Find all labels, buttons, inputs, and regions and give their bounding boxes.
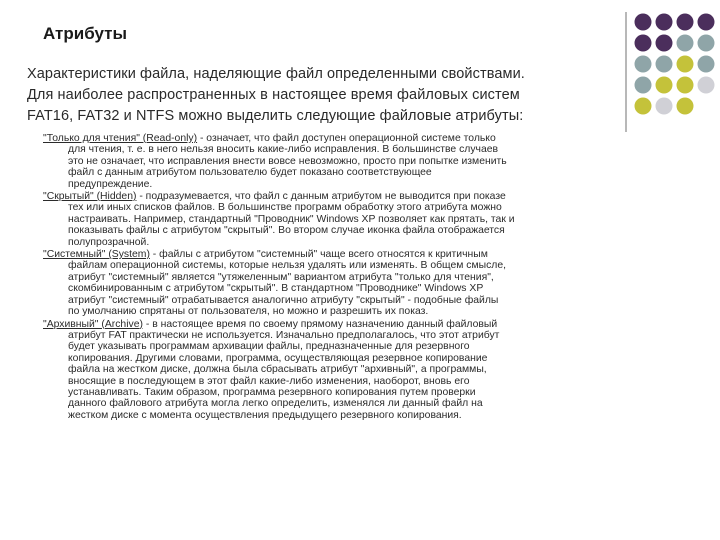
attribute-term: "Архивный" (Archive) xyxy=(43,318,143,330)
intro-line: Для наиболее распространенных в настоящее время файловых систем xyxy=(27,87,520,103)
attribute-text: вносящие в последующем в этот файл какие-либо изменения, наоборот, вновь его xyxy=(68,375,470,387)
attribute-text: по умолчанию спрятаны от пользователя, но можно и разрешить их показ. xyxy=(68,306,429,318)
attribute-text: будет указывать программам архивации файлы, предназначенные для резервного xyxy=(68,341,470,353)
attribute-readonly xyxy=(40,133,668,190)
decorative-dot xyxy=(677,35,694,52)
attribute-list xyxy=(40,133,668,422)
slide-title: Атрибуты xyxy=(43,24,127,43)
decorative-dot xyxy=(656,35,673,52)
dot-grid-graphic xyxy=(633,12,717,137)
attribute-text: тех или иных списков файлов. В большинстве программ обработку этого атрибута можно xyxy=(68,202,502,214)
decorative-dot-grid xyxy=(633,12,717,137)
decorative-dot xyxy=(656,56,673,73)
attribute-text: предупреждение. xyxy=(68,178,153,190)
attribute-term: "Только для чтения" (Read-only) xyxy=(43,133,198,144)
decorative-dot xyxy=(698,14,715,31)
attribute-text: устанавливать. Таким образом, программа резервного копирования путем проверки xyxy=(68,386,476,398)
attribute-text: - файлы с атрибутом "системный" чаще всего относятся к критичным xyxy=(149,249,488,261)
attribute-text: жестком диске с момента осуществления предыдущего резервного копирования. xyxy=(68,409,462,421)
attribute-text: скомбинированным с атрибутом "скрытый". В стандартном "Проводнике" Windows XP xyxy=(68,283,484,295)
decorative-dot xyxy=(656,77,673,94)
attribute-first-line xyxy=(40,133,668,144)
attribute-term: "Скрытый" (Hidden) xyxy=(43,191,137,203)
attribute-text: полупрозрачной. xyxy=(68,236,150,248)
attribute-text: - в настоящее время по своему прямому назначению данный файловый xyxy=(142,318,498,330)
attribute-text: файл с данным атрибутом пользователю будет показано соответствующее xyxy=(68,167,432,179)
decorative-dot xyxy=(677,98,694,115)
decorative-dot xyxy=(635,14,652,31)
attribute-archive xyxy=(40,319,668,422)
attribute-first-line xyxy=(40,319,668,330)
decorative-dot xyxy=(677,77,694,94)
decorative-dot xyxy=(635,56,652,73)
attribute-text: атрибут FAT практически не используется. Изначально предполагалось, что этот атрибут xyxy=(68,329,500,341)
attribute-text: атрибут "системный" является "утяжеленным" вариантом атрибута "только для чтения", xyxy=(68,271,494,283)
attribute-text: для чтения, т. е. в него нельзя вносить какие-либо исправления. В большинстве случаев xyxy=(68,144,499,156)
decorative-dot xyxy=(656,14,673,31)
attribute-text: это не означает, что исправления внести вовсе невозможно, просто при попытке изменить xyxy=(68,155,507,167)
attribute-term: "Системный" (System) xyxy=(43,249,150,261)
divider-line xyxy=(625,12,627,132)
attribute-hidden xyxy=(40,191,668,248)
decorative-dot xyxy=(656,98,673,115)
attribute-text: копирования. Другими словами, программа, осуществляющая резервное копирование xyxy=(68,352,488,364)
attribute-text: - подразумевается, что файл с данным атрибутом не выводится при показе xyxy=(136,191,506,203)
decorative-dot xyxy=(698,56,715,73)
attribute-text: файлам операционной системы, которые нельзя удалять или изменять. В общем смысле, xyxy=(68,260,507,272)
attribute-first-line xyxy=(40,191,668,202)
attribute-text: показывать файлы с атрибутом "скрытый". Во втором случае иконка файла отображается xyxy=(68,225,505,237)
intro-line: Характеристики файла, наделяющие файл определенными свойствами. xyxy=(27,66,525,82)
attribute-text: настраивать. Например, стандартный "Проводник" Windows XP позволяет как прятать, так и xyxy=(68,213,515,225)
intro-paragraph xyxy=(27,64,617,127)
decorative-dot xyxy=(698,77,715,94)
decorative-dot xyxy=(677,56,694,73)
decorative-dot xyxy=(698,35,715,52)
attribute-text: - означает, что файл доступен операционной системе только xyxy=(197,133,496,144)
intro-line: FAT16, FAT32 и NTFS можно выделить следующие файловые атрибуты: xyxy=(27,108,524,124)
attribute-first-line xyxy=(40,249,668,260)
decorative-dot xyxy=(635,77,652,94)
attribute-text: атрибут "системный" отрабатывается аналогично атрибуту "скрытый" - подобные файлы xyxy=(68,294,499,306)
attribute-system xyxy=(40,249,668,317)
decorative-dot xyxy=(635,98,652,115)
attribute-text: данного файлового атрибута могла легко определить, изменялся ли данный файл на xyxy=(68,398,483,410)
decorative-dot xyxy=(635,35,652,52)
decorative-dot xyxy=(677,14,694,31)
attribute-text: файла на жестком диске, должна была сбрасывать атрибут "архивный", а программы, xyxy=(68,364,487,376)
